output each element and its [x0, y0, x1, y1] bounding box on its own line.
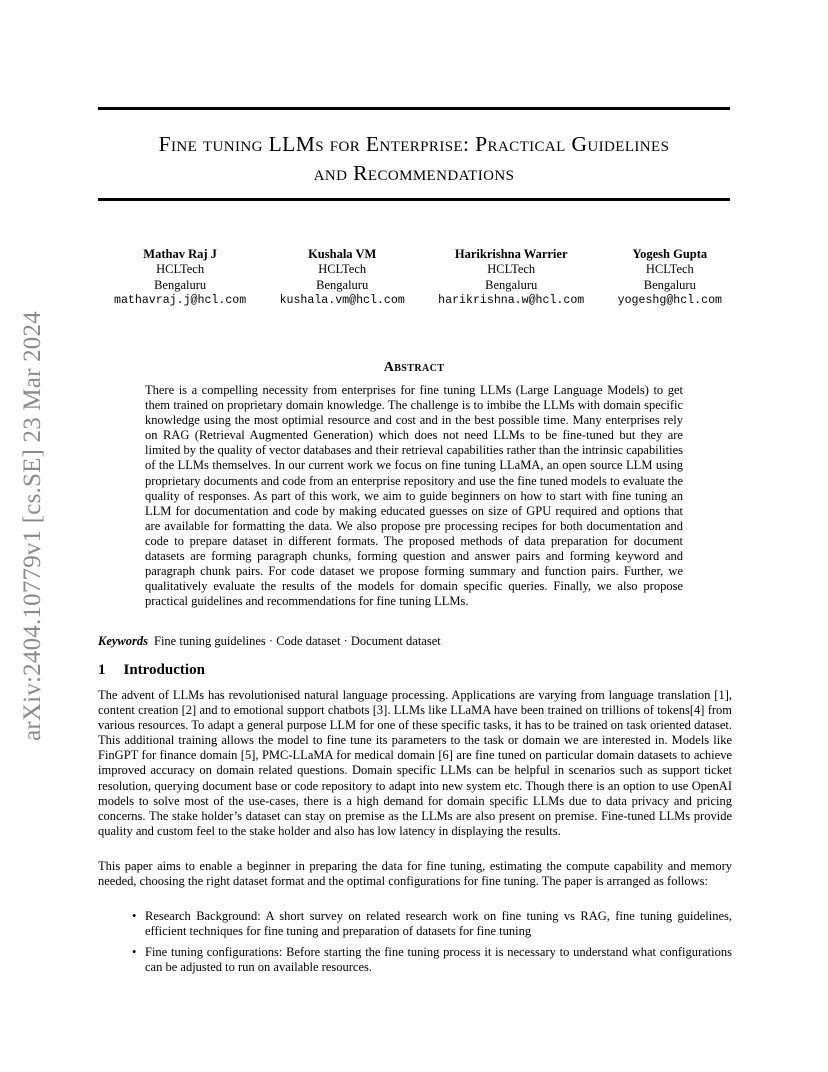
abstract-heading: Abstract: [383, 360, 445, 375]
author-affiliation: HCLTech: [156, 262, 205, 277]
list-item: [98, 945, 732, 975]
keywords-text: Fine tuning guidelines · Code dataset · Document dataset: [154, 634, 441, 648]
list-item-text: Fine tuning configurations: Before starting the fine tuning process it is necessary to understand what configurations can be adjusted to run on available resources.: [145, 945, 732, 975]
paper-title-line-1: Fine tuning LLMs for Enterprise: Practical Guidelines: [158, 132, 670, 156]
title-bottom-rule: [98, 198, 730, 201]
paper-title-line-2: and Recommendations: [313, 161, 515, 185]
section-number: 1: [98, 662, 106, 678]
bullet-glyph: •: [132, 909, 137, 923]
author-city: Bengaluru: [154, 277, 207, 292]
list-item-text: Research Background: A short survey on related research work on fine tuning vs RAG, fine tuning guidelines, efficient techniques for fine tuning and preparation of datasets for fine tuning: [145, 909, 732, 939]
arxiv-identifier-stamp: [18, 293, 48, 758]
author-name: Kushala VM: [308, 247, 377, 261]
author-name: Yogesh Gupta: [632, 247, 708, 261]
author-block: [280, 247, 405, 309]
author-email[interactable]: harikrishna.w@hcl.com: [438, 294, 585, 308]
outline-bullet-list: [98, 909, 732, 981]
intro-paragraph-1: The advent of LLMs has revolutionised natural language processing. Applications are varying from language translation [1], content creation [2] and to emotional support chatbots [3]. LLMs like LLaMA have been trained on trillions of tokens[4] from various resources. To adapt a general purpose LLM for one of these specific tasks, it has to be trained on task oriented dataset. This additional training allows the model to fine tune its parameters to the task or domain we are interested in. Models like FinGPT for finance domain [5], PMC-LLaMA for medical domain [6] are fine tuned on particular domain datasets to achieve improved accuracy on domain related questions. Domain specific LLMs can be helpful in scenarios such as support ticket resolution, querying document base or code repository to adapt into new system etc. Though there is an option to use OpenAI models to solve most of the use-cases, there is a high demand for domain specific LLMs due to data privacy and pricing concerns. The stake holder’s dataset can stay on premise as the LLMs are also present on premise. Fine-tuned LLMs provide quality and custom feel to the stake holder and also has low latency in displaying the results.: [98, 688, 732, 838]
author-city: Bengaluru: [643, 277, 696, 292]
paper-title: [98, 130, 730, 188]
author-list: [98, 247, 730, 309]
abstract-text: There is a compelling necessity from enterprises for fine tuning LLMs (Large Language Models) to get them trained on proprietary domain knowledge. The challenge is to imbibe the LLMs with domain specific knowledge using the most optimial resource and cost and in the best possible time. Many enterprises rely on RAG (Retrieval Augmented Generation) which does not need LLMs to be fine-tuned but they are limited by the quality of vector databases and their retrieval capabilities rather than the intrinsic capabilities of the LLMs themselves. In our current work we focus on fine tuning LLaMA, an open source LLM using proprietary documents and code from an enterprise repository and use the fine tuned models to evaluate the quality of responses. As part of this work, we aim to guide beginners on how to start with fine tuning an LLM for documentation and code by making educated guesses on size of GPU required and options that are available for formatting the data. We also propose pre processing recipes for both documentation and code to prepare dataset in different formats. The proposed methods of data preparation for document datasets are forming paragraph chunks, forming question and answer pairs and forming keyword and paragraph chunk pairs. For code dataset we propose forming summary and function pairs. Further, we qualitatively evaluate the results of the models for domain specific queries. Finally, we also propose practical guidelines and recommendations for fine tuning LLMs.: [145, 383, 683, 609]
author-affiliation: HCLTech: [318, 262, 367, 277]
author-city: Bengaluru: [485, 277, 538, 292]
author-email[interactable]: yogeshg@hcl.com: [617, 294, 722, 308]
section-title: Introduction: [123, 662, 205, 678]
title-top-rule: [98, 107, 730, 110]
author-block: [618, 247, 722, 309]
keywords-line: [98, 634, 730, 649]
author-affiliation: HCLTech: [645, 262, 694, 277]
keywords-label: Keywords: [98, 634, 148, 648]
author-email[interactable]: kushala.vm@hcl.com: [279, 294, 405, 308]
author-city: Bengaluru: [316, 277, 369, 292]
intro-paragraph-2: This paper aims to enable a beginner in preparing the data for fine tuning, estimating the compute capability and memory needed, choosing the right dataset format and the optimal configurations for fine tuning. The paper is arranged as follows:: [98, 859, 732, 889]
author-block: [114, 247, 246, 309]
author-name: Mathav Raj J: [143, 247, 217, 261]
section-heading-introduction: [98, 662, 205, 679]
author-block: [438, 247, 584, 309]
author-email[interactable]: mathavraj.j@hcl.com: [114, 294, 247, 308]
arxiv-identifier-text: arXiv:2404.10779v1 [cs.SE] 23 Mar 2024: [19, 310, 46, 741]
author-name: Harikrishna Warrier: [454, 247, 568, 261]
list-item: [98, 909, 732, 939]
bullet-glyph: •: [132, 945, 137, 960]
author-affiliation: HCLTech: [487, 262, 536, 277]
